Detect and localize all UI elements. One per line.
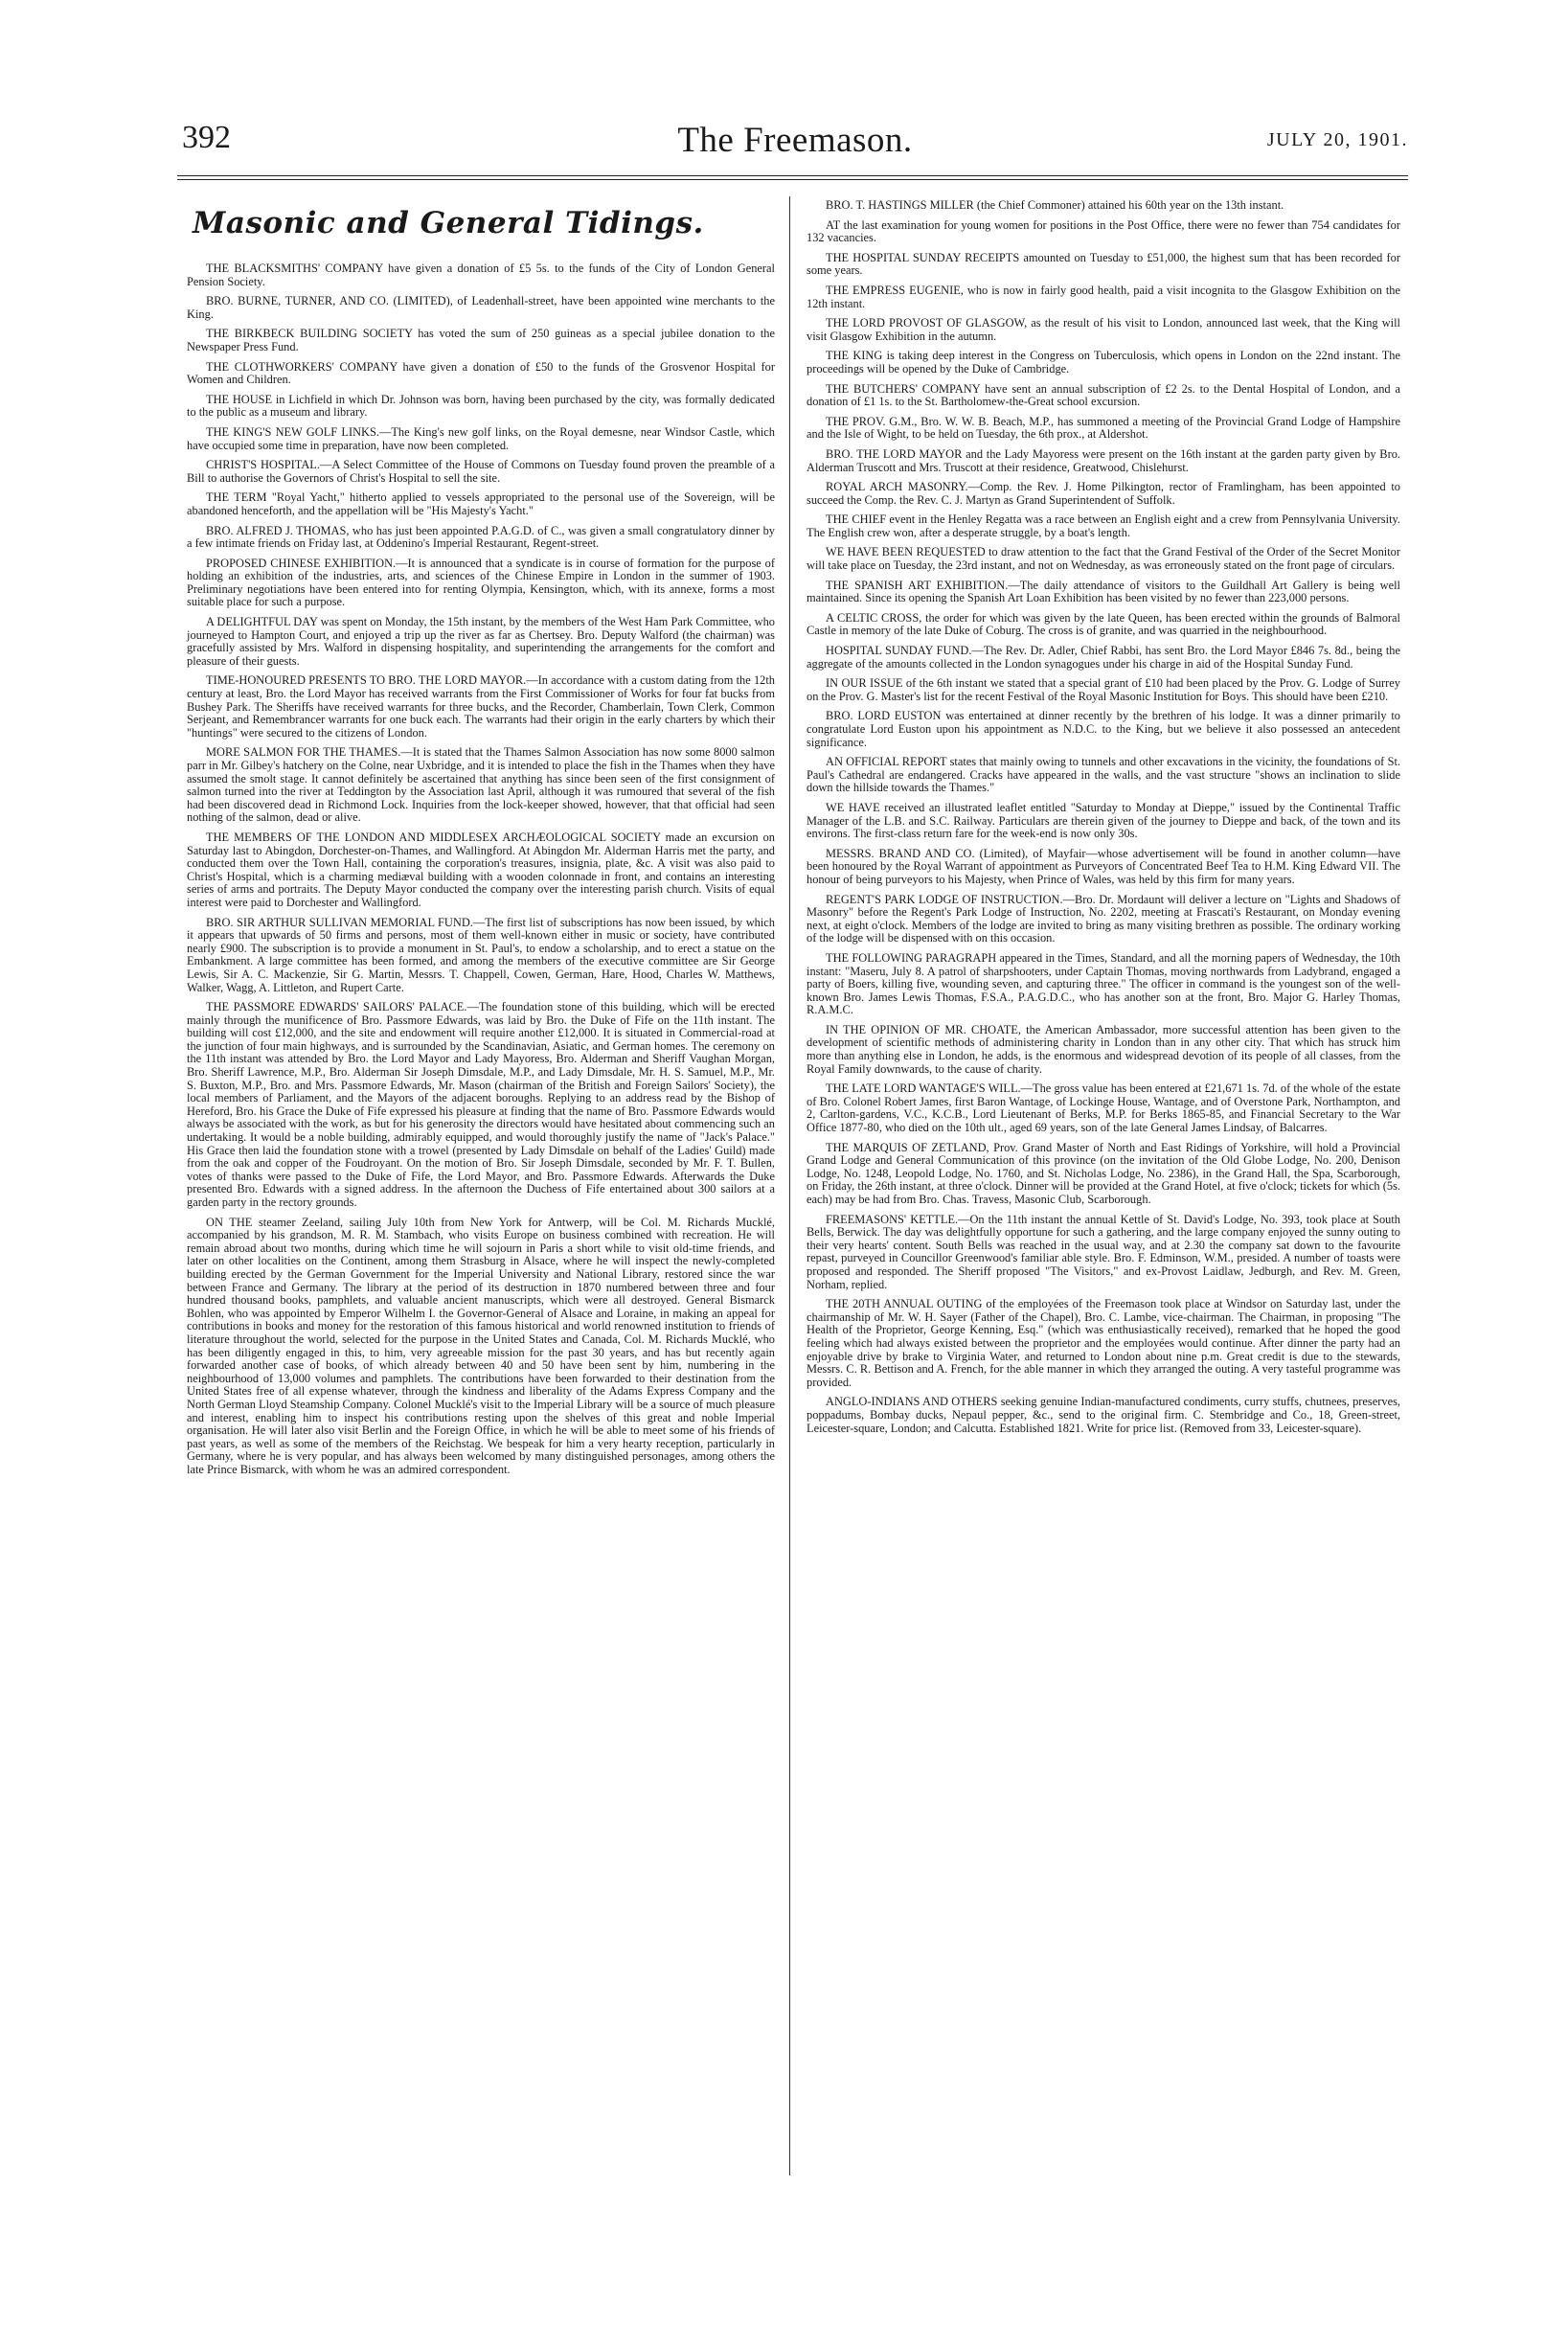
news-item: THE LATE LORD WANTAGE'S WILL.—The gross value has been entered at £21,671 1s. 7d. of the whole of the estate of Bro. Colonel Robert James, first Baron Wantage, of Lockinge House, Wantage, and of Overstone Park, Northampton, and 2, Carlton-gardens, V.C., K.C.B., Lord Lieutenant of Berks, M.P. for Berks 1865-85, and Financial Secretary to the War Office 1877-80, who died on the 10th ult., aged 69 years, son of the late General James Lindsay, of Balcarres. [807, 1081, 1400, 1135]
news-item: THE LORD PROVOST OF GLASGOW, as the result of his visit to London, announced last week, that the King will visit Glasgow Exhibition in the autumn. [807, 316, 1400, 343]
news-item: THE CLOTHWORKERS' COMPANY have given a donation of £50 to the funds of the Grosvenor Hospital for Women and Children. [187, 359, 775, 387]
news-item: HOSPITAL SUNDAY FUND.—The Rev. Dr. Adler, Chief Rabbi, has sent Bro. the Lord Mayor £846 7s. 8d., being the aggregate of the amounts collected in the London synagogues under his charge in aid of the Hospital Sunday Fund. [807, 644, 1400, 671]
news-item: FREEMASONS' KETTLE.—On the 11th instant the annual Kettle of St. David's Lodge, No. 393, took place at South Bells, Berwick. The day was delightfully opportune for such a gathering, and the large company enjoyed the sunny outing to their very hearts' content. South Bells was reached in the usual way, and at 2.30 the company sat down to the favourite repast, purveyed in Councillor Greenwood's familiar able style. Bro. F. Edminson, W.M., presided. A number of toasts were proposed and responded. The Sheriff proposed "The Visitors," and ex-Provost Laidlaw, Jedburgh, and Rev. M. Green, Norham, replied. [807, 1212, 1400, 1291]
news-item: THE HOUSE in Lichfield in which Dr. Johnson was born, having been purchased by the city, was formally dedicated to the public as a museum and library. [187, 392, 775, 420]
news-item: TIME-HONOURED PRESENTS TO BRO. THE LORD MAYOR.—In accordance with a custom dating from the 12th century at least, Bro. the Lord Mayor has received warrants from the First Commissioner of Works for four fat bucks from Bushey Park. The Sheriffs have received warrants for three bucks, and the Recorder, Chamberlain, Town Clerk, Common Serjeant, and Remembrancer warrants for one buck each. The warrants had their origin in the early charters by which their "huntings" were secured to the citizens of London. [187, 673, 775, 740]
news-item: BRO. SIR ARTHUR SULLIVAN MEMORIAL FUND.—The first list of subscriptions has now been issued, by which it appears that upwards of 50 firms and persons, most of them well-known either in music or society, have contributed nearly £900. The subscription is to provide a monument in St. Paul's, to endow a scholarship, and to erect a statue on the Embankment. A large committee has been formed, and among the members of the executive committee are Sir George Lewis, Sir A. C. Mackenzie, Sir G. Martin, Messrs. T. Chappell, Cowen, German, Hare, Hood, Charles W. Matthews, Walker, Wagg, A. Littleton, and Rupert Carte. [187, 915, 775, 994]
news-item: AT the last examination for young women for positions in the Post Office, there were no fewer than 754 candidates for 132 vacancies. [807, 217, 1400, 245]
news-item: THE KING'S NEW GOLF LINKS.—The King's new golf links, on the Royal demesne, near Windsor Castle, which have occupied some time in preparation, have now been completed. [187, 424, 775, 452]
news-item: THE BUTCHERS' COMPANY have sent an annual subscription of £2 2s. to the Dental Hospital of London, and a donation of £1 1s. to the St. Bartholomew-the-Great school excursion. [807, 381, 1400, 409]
news-item: THE CHIEF event in the Henley Regatta was a race between an English eight and a crew from Pennsylvania University. The English crew won, after a desperate struggle, by a boat's length. [807, 512, 1400, 539]
news-item: THE PROV. G.M., Bro. W. W. B. Beach, M.P., has summoned a meeting of the Provincial Grand Lodge of Hampshire and the Isle of Wight, to be held on Tuesday, the 6th prox., at Aldershot. [807, 414, 1400, 442]
news-item: PROPOSED CHINESE EXHIBITION.—It is announced that a syndicate is in course of formation for the purpose of holding an exhibition of the industries, arts, and sciences of the Chinese Empire in London in the summer of 1903. Preliminary negotiations have been entered into for renting Olympia, Kensington, which, with its annexe, forms a most suitable place for such a purpose. [187, 556, 775, 609]
news-item: BRO. BURNE, TURNER, AND CO. (LIMITED), of Leadenhall-street, have been appointed wine merchants to the King. [187, 294, 775, 321]
news-item: THE MEMBERS OF THE LONDON AND MIDDLESEX ARCHÆOLOGICAL SOCIETY made an excursion on Saturday last to Abingdon, Dorchester-on-Thames, and Wallingford. At Abingdon Mr. Alderman Harris met the party, and conducted them over the Town Hall, containing the corporation's treasures, insignia, plate, &c. A visit was also paid to Christ's Hospital, which is a charming mediæval building with a wooden colonnade in front, and contains an interesting series of arms and portraits. The Deputy Mayor conducted the company over the interesting parish church. Visits of equal interest were paid to Dorchester and Wallingford. [187, 830, 775, 909]
news-item: THE TERM "Royal Yacht," hitherto applied to vessels appropriated to the personal use of the Sovereign, will be abandoned henceforth, and the appellation will be "His Majesty's Yacht." [187, 490, 775, 517]
news-item: THE SPANISH ART EXHIBITION.—The daily attendance of visitors to the Guildhall Art Gallery is being well maintained. Since its opening the Spanish Art Loan Exhibition has been visited by no fewer than 223,000 persons. [807, 578, 1400, 605]
news-item: THE PASSMORE EDWARDS' SAILORS' PALACE.—The foundation stone of this building, which will be erected mainly through the munificence of Bro. Passmore Edwards, was laid by Bro. the Duke of Fife on the 11th instant. The building will cost £12,000, and the site and endowment will require another £12,000. It is situated in Commercial-road at the junction of four main highways, and is surrounded by the Scandinavian, Asiatic, and German homes. The ceremony on the 11th instant was attended by Bro. the Lord Mayor and Lady Mayoress, Bro. Alderman and Sheriff Vaughan Morgan, Bro. Sheriff Lawrence, M.P., Bro. Alderman Sir Joseph Dimsdale, M.P., and Lady Dimsdale, Mr. H. S. Samuel, M.P., Mr. S. Buxton, M.P., Bro. and Mrs. Passmore Edwards, Mr. Mason (chairman of the British and Foreign Sailors' Society), the local members of Parliament, and the Mayors of the adjacent boroughs. Replying to an address read by the Bishop of Hereford, Bro. his Grace the Duke of Fife expressed his pleasure at finding that the name of Bro. Passmore Edwards would always be associated with the work, as but for his generosity the directors would have hesitated about commencing such an undertaking. It would be a noble building, admirably equipped, and would thoroughly justify the name of "Jack's Palace." His Grace then laid the foundation stone with a trowel (presented by Lady Dimsdale on behalf of the Ladies' Guild) made from the oak and copper of the Foudroyant. On the motion of Bro. Sir Joseph Dimsdale, seconded by Mr. F. T. Bullen, votes of thanks were passed to the Duke of Fife, the Lord Mayor, and Bro. Passmore Edwards. Afterwards the Duke presented Bro. Edwards with a signed address. In the afternoon the Duchess of Fife entertained about 300 sailors at a garden party in the rectory grounds. [187, 1000, 775, 1209]
page-header [182, 120, 1408, 170]
news-item: THE KING is taking deep interest in the Congress on Tuberculosis, which opens in London on the 22nd instant. The proceedings will be opened by the Duke of Cambridge. [807, 349, 1400, 376]
news-item: BRO. T. HASTINGS MILLER (the Chief Commoner) attained his 60th year on the 13th instant. [826, 198, 1284, 212]
news-item: THE HOSPITAL SUNDAY RECEIPTS amounted on Tuesday to £51,000, the highest sum that has been recorded for some years. [807, 250, 1400, 278]
news-item: AN OFFICIAL REPORT states that mainly owing to tunnels and other excavations in the vicinity, the foundations of St. Paul's Cathedral are endangered. Cracks have appeared in the walls, and the vast structure "shows an inclination to slide down the hillside towards the Thames." [807, 755, 1400, 795]
news-item: A CELTIC CROSS, the order for which was given by the late Queen, has been erected within the grounds of Balmoral Castle in memory of the late Duke of Coburg. The cross is of granite, and was quarried in the neighbourhood. [807, 610, 1400, 638]
news-item: MESSRS. BRAND AND CO. (Limited), of Mayfair—whose advertisement will be found in another column—have been honoured by the Royal Warrant of appointment as Purveyors of Concentrated Beef Tea to H.M. King Edward VII. The honour of being purveyors to his Majesty, when Prince of Wales, was held by this firm for many years. [807, 846, 1400, 886]
column-divider [789, 196, 790, 2175]
news-item: ROYAL ARCH MASONRY.—Comp. the Rev. J. Home Pilkington, rector of Framlingham, has been appointed to succeed the Comp. the Rev. C. J. Martyn as Grand Superintendent of Suffolk. [807, 480, 1400, 507]
news-item: WE HAVE BEEN REQUESTED to draw attention to the fact that the Grand Festival of the Order of the Secret Monitor will take place on Tuesday, the 23rd instant, and not on Wednesday, as was erroneously stated on the front page of circulars. [807, 545, 1400, 573]
left-column [187, 199, 775, 1483]
news-item: MORE SALMON FOR THE THAMES.—It is stated that the Thames Salmon Association has now some 8000 salmon parr in Mr. Gilbey's hatchery on the Colne, near Uxbridge, and it is intended to place the fish in the Thames when they have assumed the smolt stage. It cannot definitely be ascertained that anything has since been seen of the first consignment of salmon turned into the river at Teddington by the Association last April, although it was rumoured that several of the fish had been discovered dead in Richmond Lock. Inquiries from the lock-keeper showed, however, that that official had seen nothing of the salmon, dead or alive. [187, 745, 775, 825]
news-item: WE HAVE received an illustrated leaflet entitled "Saturday to Monday at Dieppe," issued by the Continental Traffic Manager of the L.B. and S.C. Railway. Particulars are therein given of the journey to Dieppe and back, of the town and its environs. The first-class return fare for the week-end is now only 30s. [807, 800, 1400, 841]
news-item: REGENT'S PARK LODGE OF INSTRUCTION.—Bro. Dr. Mordaunt will deliver a lecture on "Lights and Shadows of Masonry" before the Regent's Park Lodge of Instruction, No. 2202, meeting at Frascati's Restaurant, on Monday evening next, at eight o'clock. Members of the lodge are invited to bring as many visiting brethren as possible. The ordinary working of the lodge will be dispensed with on this occasion. [807, 892, 1400, 945]
news-item: THE BIRKBECK BUILDING SOCIETY has voted the sum of 250 guineas as a special jubilee donation to the Newspaper Press Fund. [187, 327, 775, 353]
news-item: ANGLO-INDIANS AND OTHERS seeking genuine Indian-manufactured condiments, curry stuffs, chutnees, preserves, poppadums, Bombay ducks, Nepaul pepper, &c., send to the original firm. C. Stembridge and Co., 18, Green-street, Leicester-square, London; and Calcutta. Established 1821. Write for price list. (Removed from 33, Leicester-square). [807, 1395, 1400, 1435]
right-column [807, 199, 1400, 1442]
news-item: BRO. ALFRED J. THOMAS, who has just been appointed P.A.G.D. of C., was given a small congratulatory dinner by a few intimate friends on Friday last, at Oddenino's Imperial Restaurant, Regent-street. [187, 523, 775, 551]
masthead-title: The Freemason. [677, 121, 913, 160]
news-item: THE 20TH ANNUAL OUTING of the employées of the Freemason took place at Windsor on Saturday last, under the chairmanship of Mr. W. H. Sayer (Father of the Chapel), Bro. C. Lambe, vice-chairman. The Chairman, in proposing "The Health of the Proprietor, George Kenning, Esq." (which was enthusiastically received), remarked that he hoped the good feeling which had always existed between the proprietor and the employées would continue. After dinner the party had an enjoyable drive by brake to Virginia Water, and returned to London about nine p.m. Great credit is due to the stewards, Messrs. C. R. Bettison and A. French, for the able manner in which they arranged the outing. A very tasteful programme was provided. [807, 1297, 1400, 1389]
header-rule-bottom [177, 179, 1408, 180]
news-item: BRO. LORD EUSTON was entertained at dinner recently by the brethren of his lodge. It was a dinner primarily to congratulate Lord Euston upon his appointment as N.D.C. to the King, but we believe it also possessed an antecedent significance. [807, 709, 1400, 749]
header-rule-top [177, 175, 1408, 176]
news-item: THE EMPRESS EUGENIE, who is now in fairly good health, paid a visit incognita to the Glasgow Exhibition on the 12th instant. [807, 283, 1400, 310]
news-item: ON THE steamer Zeeland, sailing July 10th from New York for Antwerp, will be Col. M. Richards Mucklé, accompanied by his grandson, M. R. M. Stambach, who visits Europe on business combined with recreation. He will remain abroad about two months, during which time he will sojourn in Paris a short while to visit old-time friends, and later on other localities on the Continent, among them Strasburg in Alsace, where he will inspect the newly-completed building erected by the German Government for the Imperial University and National Library, restored since the war between France and Germany. The library at the period of its destruction in 1870 numbered between three and four hundred thousand books, pamphlets, and valuable ancient manuscripts, which were all destroyed. General Bismarck Bohlen, who was appointed by Emperor Wilhelm I. the Governor-General of Alsace and Loraine, in making an appeal for contributions in books and money for the restoration of this famous historical and world renowned institution to friends of literature throughout the world, selected for the purpose in the United States and Canada, Col. M. Richards Mucklé, who has been diligently engaged in this, to him, very agreeable mission for the past 30 years, and has but recently again forwarded another case of books, of which already between 40 and 50 have been sent by him, numbering in the neighbourhood of 13,000 volumes and pamphlets. The contributions have been forwarded to their destination from the United States free of all expense whatever, through the kindness and liberality of the Adams Express Company and the North German Lloyd Steamship Company. Colonel Mucklé's visit to the Imperial Library will be a source of much pleasure and interest, enabling him to inspect his contributions resting upon the shelves of this great and noble Imperial organisation. He will later also visit Berlin and the Foreign Office, in which he will be able to meet some of his friends of past years, as well as some of the members of the Reichstag. We bespeak for him a very hearty reception, particularly in Germany, where he is very popular, and has always been welcomed by many distinguished personages, among others the late Prince Bismarck, with whom he was an admired correspondent. [187, 1215, 775, 1476]
section-title: Masonic and General Tidings. [193, 206, 704, 240]
news-item: IN OUR ISSUE of the 6th instant we stated that a special grant of £10 had been placed by the Prov. G. Lodge of Surrey on the Prov. G. Master's list for the recent Festival of the Royal Masonic Institution for Boys. This should have been £210. [807, 676, 1400, 703]
news-item: THE FOLLOWING PARAGRAPH appeared in the Times, Standard, and all the morning papers of Wednesday, the 10th instant: "Maseru, July 8. A patrol of sharpshooters, under Captain Thomas, moving northwards from Ladybrand, engaged a party of Boers, killing five, wounding seven, and capturing three." The officer in command is the youngest son of the well-known Bro. James Lewis Thomas, F.S.A., P.A.G.D.C., who has another son at the front, Bro. Major G. Harley Thomas, R.A.M.C. [807, 950, 1400, 1017]
news-item: THE BLACKSMITHS' COMPANY have given a donation of £5 5s. to the funds of the City of London General Pension Society. [187, 262, 775, 288]
news-item: CHRIST'S HOSPITAL.—A Select Committee of the House of Commons on Tuesday found proven the preamble of a Bill to authorise the Governors of Christ's Hospital to sell the site. [187, 458, 775, 485]
news-item: A DELIGHTFUL DAY was spent on Monday, the 15th instant, by the members of the West Ham Park Committee, who journeyed to Hampton Court, and enjoyed a trip up the river as far as Chertsey. Bro. Deputy Walford (the chairman) was gracefully assisted by Mrs. Walford in dispensing hospitality, and superintending the arrangements for the comfort and pleasure of their guests. [187, 615, 775, 668]
news-item: BRO. THE LORD MAYOR and the Lady Mayoress were present on the 16th instant at the garden party given by Bro. Alderman Truscott and Mrs. Truscott at their residence, Greatwood, Chislehurst. [807, 446, 1400, 474]
issue-date: JULY 20, 1901. [1266, 129, 1408, 150]
page-number: 392 [182, 120, 231, 155]
news-item: THE MARQUIS OF ZETLAND, Prov. Grand Master of North and East Ridings of Yorkshire, will hold a Provincial Grand Lodge and General Communication of this province (on the invitation of the Old Globe Lodge, No. 200, Denison Lodge, No. 1248, Leopold Lodge, No. 1760, and St. Nicholas Lodge, No. 2386), in the Grand Hall, the Spa, Scarborough, on Friday, the 26th instant, at three o'clock. Dinner will be provided at the Grand Hotel, at five o'clock; tickets for which (5s. each) may be had from Bro. Chas. Travess, Masonic Club, Scarborough. [807, 1140, 1400, 1206]
news-item: IN THE OPINION OF MR. CHOATE, the American Ambassador, more successful attention has been given to the development of scientific methods of administering charity in London than in any other city. That which has struck him more than anything else in London, he adds, is the enormous and widespread devotion of its people of all classes, from the Royal Family downwards, to the cause of charity. [807, 1022, 1400, 1076]
